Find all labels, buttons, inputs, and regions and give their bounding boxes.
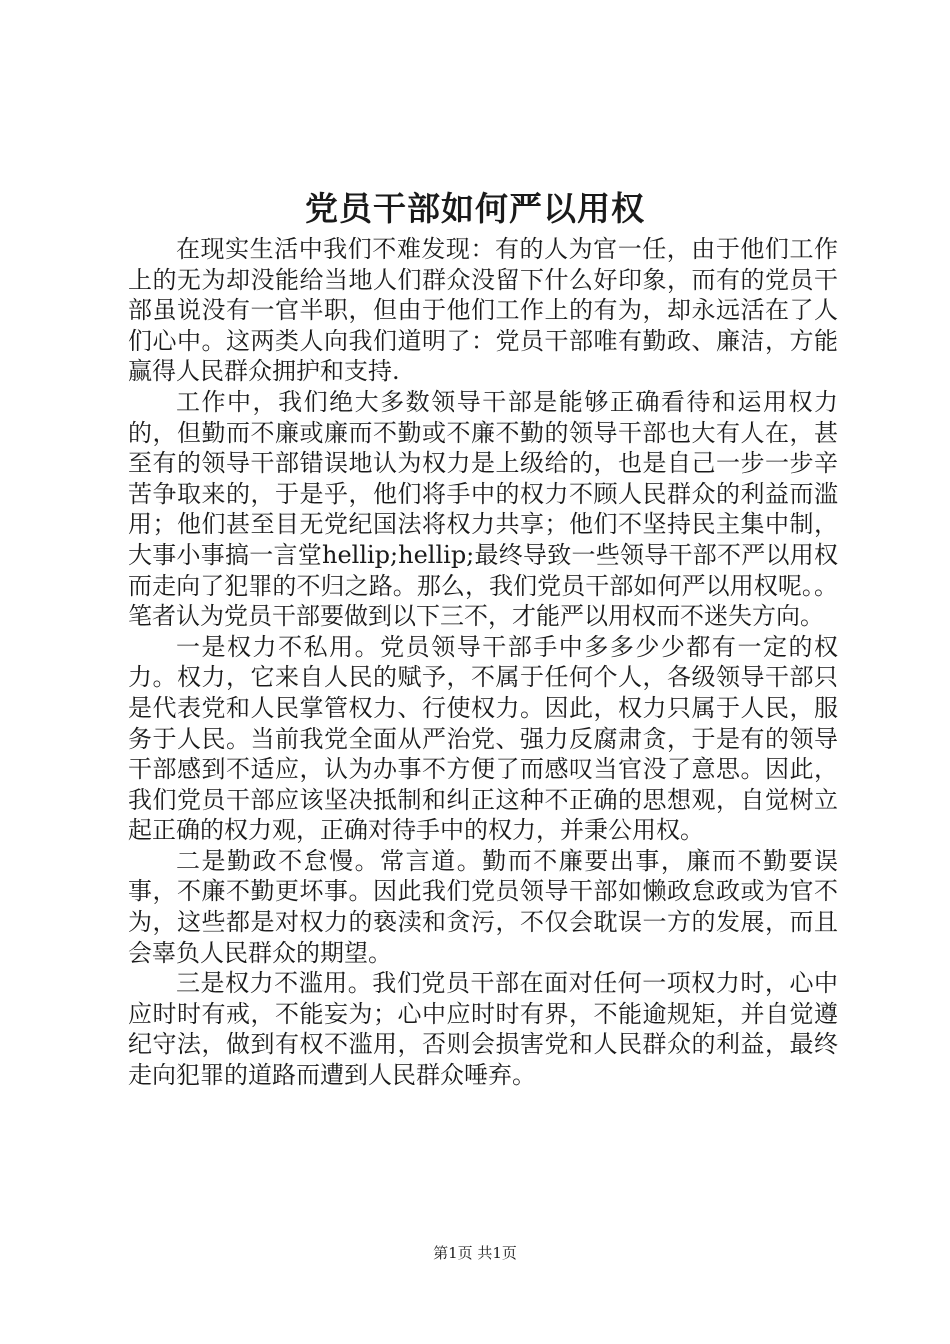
- paragraph-point-three: 三是权力不滥用。我们党员干部在面对任何一项权力时，心中应时时有戒，不能妄为；心中应时时有界，不能逾规矩，并自觉遵纪守法，做到有权不滥用，否则会损害党和人民群众的利益，最终走向犯罪的道路而遭到人民群众唾弃。: [128, 969, 838, 1090]
- document-title: 党员干部如何严以用权: [305, 189, 645, 228]
- paragraph-intro: 在现实生活中我们不难发现：有的人为官一任，由于他们工作上的无为却没能给当地人们群众没留下什么好印象，而有的党员干部虽说没有一官半职，但由于他们工作上的有为，却永远活在了人们心中。这两类人向我们道明了：党员干部唯有勤政、廉洁，方能赢得人民群众拥护和支持.: [128, 235, 838, 386]
- paragraph-point-one: 一是权力不私用。党员领导干部手中多多少少都有一定的权力。权力，它来自人民的赋予，不属于任何个人，各级领导干部只是代表党和人民掌管权力、行使权力。因此，权力只属于人民，服务于人民。当前我党全面从严治党、强力反腐肃贪，于是有的领导干部感到不适应，认为办事不方便了而感叹当官没了意思。因此，我们党员干部应该坚决抵制和纠正这种不正确的思想观，自觉树立起正确的权力观，正确对待手中的权力，并秉公用权。: [128, 632, 838, 845]
- paragraph-point-two: 二是勤政不怠慢。常言道。勤而不廉要出事，廉而不勤要误事，不廉不勤更坏事。因此我们党员领导干部如懒政怠政或为官不为，这些都是对权力的亵渎和贪污，不仅会耽误一方的发展，而且会辜负人民群众的期望。: [128, 846, 838, 967]
- paragraph-context: 工作中，我们绝大多数领导干部是能够正确看待和运用权力的，但勤而不廉或廉而不勤或不廉不勤的领导干部也大有人在，甚至有的领导干部错误地认为权力是上级给的，也是自己一步一步辛苦争取来的，于是乎，他们将手中的权力不顾人民群众的利益而滥用；他们甚至目无党纪国法将权力共享；他们不坚持民主集中制，大事小事搞一言堂hellip;hellip;最终导致一些领导干部不严以用权而走向了犯罪的不归之路。那么，我们党员干部如何严以用权呢。。笔者认为党员干部要做到以下三不，才能严以用权而不迷失方向。: [128, 387, 838, 631]
- document-body: [128, 234, 838, 1091]
- page-number-footer: 第1页 共1页: [433, 1244, 517, 1262]
